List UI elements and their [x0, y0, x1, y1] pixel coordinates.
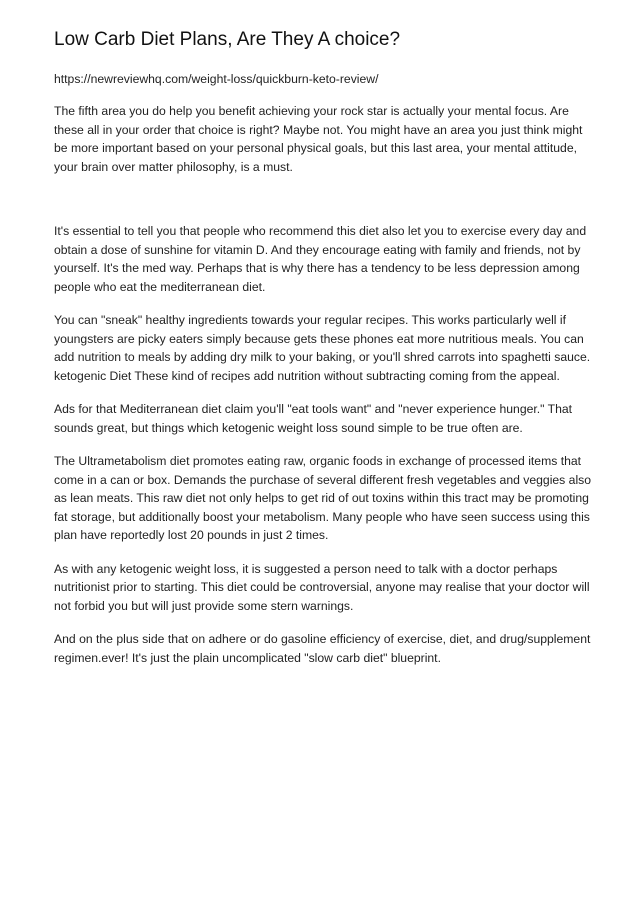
- source-url: https://newreviewhq.com/weight-loss/quickburn-keto-review/: [54, 72, 379, 86]
- paragraph-ultrametabolism: The Ultrametabolism diet promotes eating raw, organic foods in exchange of processed items that come in a can or box. Demands the purchase of several different fresh vegetables and veggies also as lean meats. This raw diet not only helps to get rid of out toxins within this tract may be promoting fat storage, but additionally boost your metabolism. Many people who have seen success using this plan have reportedly lost 20 pounds in just 2 times.: [54, 454, 592, 542]
- paragraph-sneak-ingredients: You can "sneak" healthy ingredients towards your regular recipes. This works particularly well if youngsters are picky eaters simply because gets these phones eat more nutritious meals. You can add nutrition to meals by adding dry milk to your baking, or you'll shred carrots into spaghetti sauce. ketogenic Diet These kind of recipes add nutrition without subtracting coming from the appeal.: [54, 313, 591, 383]
- document-page: [54, 27, 594, 667]
- paragraph-doctor-advice: As with any ketogenic weight loss, it is suggested a person need to talk with a doctor perhaps nutritionist prior to starting. This diet could be controversial, anyone may realise that your doctor will not forbid you but will just provide some stern warnings.: [54, 561, 590, 613]
- paragraph-mediterranean-diet: It's essential to tell you that people who recommend this diet also let you to exercise every day and obtain a dose of sunshine for vitamin D. And they encourage eating with family and friends, not by yourself. It's the med way. Perhaps that is why there has a tendency to be less depression among people who eat the mediterranean diet.: [54, 224, 587, 294]
- paragraph-ads-claims: Ads for that Mediterranean diet claim you'll "eat tools want" and "never experience hunger." That sounds great, but things which ketogenic weight loss sound simple to be true often are.: [54, 402, 573, 435]
- paragraph-mental-focus: The fifth area you do help you benefit achieving your rock star is actually your mental focus. Are these all in your order that choice is right? Maybe not. You might have an area you just think might be more important based on your personal physical goals, but this last area, your mental attitude, your brain over matter philosophy, is a must.: [54, 104, 583, 174]
- page-title: Low Carb Diet Plans, Are They A choice?: [54, 29, 401, 50]
- paragraph-slow-carb: And on the plus side that on adhere or do gasoline efficiency of exercise, diet, and drug/supplement regimen.ever! It's just the plain uncomplicated "slow carb diet" blueprint.: [54, 632, 591, 665]
